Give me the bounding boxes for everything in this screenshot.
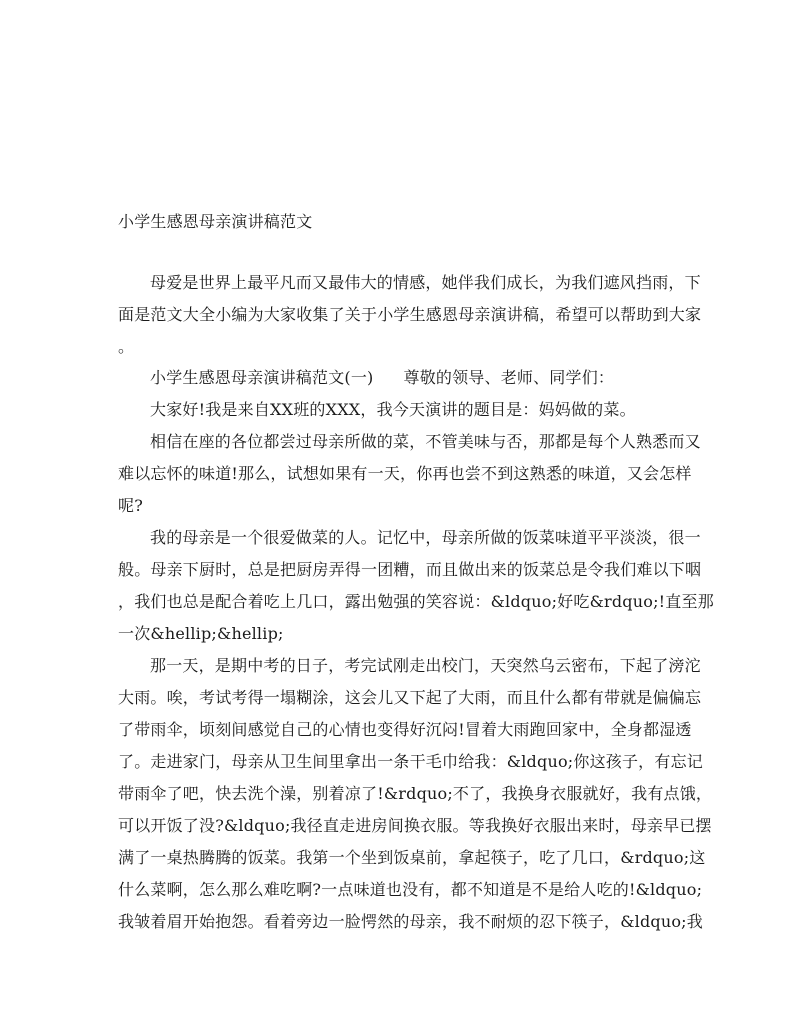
paragraph-3-line-2: 般。母亲下厨时，总是把厨房弄得一团糟，而且做出来的饭菜总是令我们难以下咽 [118, 560, 702, 579]
paragraph-3-line-4: 一次&hellip;&hellip; [118, 624, 284, 643]
paragraph-2-line-3: 呢? [118, 496, 143, 515]
paragraph-2-line-2: 难以忘怀的味道!那么，试想如果有一天，你再也尝不到这熟悉的味道，又会怎样 [118, 464, 692, 483]
paragraph-4-line-1: 那一天，是期中考的日子，考完试刚走出校门，天突然乌云密布，下起了滂沱 [150, 656, 701, 675]
paragraph-3-line-1: 我的母亲是一个很爱做菜的人。记忆中，母亲所做的饭菜味道平平淡淡，很一 [150, 528, 701, 547]
paragraph-4-line-3: 了带雨伞，顷刻间感觉自己的心情也变得好沉闷!冒着大雨跑回家中，全身都湿透 [118, 720, 692, 739]
paragraph-4-line-6: 可以开饭了没?&ldquo;我径直走进房间换衣服。等我换好衣服出来时，母亲早已摆 [118, 816, 712, 835]
paragraph-4-line-2: 大雨。唉，考试考得一塌糊涂，这会儿又下起了大雨，而且什么都有带就是偏偏忘 [118, 688, 702, 707]
section-heading: 小学生感恩母亲演讲稿范文(一) [150, 368, 374, 387]
paragraph-4-line-5: 带雨伞了吧，快去洗个澡，别着凉了!&rdquo;不了，我换身衣服就好，我有点饿， [118, 784, 713, 803]
paragraph-1-line-1: 大家好!我是来自XX班的XXX，我今天演讲的题目是：妈妈做的菜。 [150, 400, 636, 419]
paragraph-4-line-9: 我皱着眉开始抱怨。看着旁边一脸愕然的母亲，我不耐烦的忍下筷子，&ldquo;我 [118, 912, 703, 931]
section-heading-line [150, 368, 614, 388]
intro-line-2: 面是范文大全小编为大家收集了关于小学生感恩母亲演讲稿，希望可以帮助到大家 [118, 305, 702, 324]
paragraph-2-line-1: 相信在座的各位都尝过母亲所做的菜，不管美味与否，那都是每个人熟悉而又 [150, 432, 701, 451]
intro-line-1: 母爱是世界上最平凡而又最伟大的情感，她伴我们成长，为我们遮风挡雨，下 [150, 273, 701, 292]
paragraph-3-line-3: ，我们也总是配合着吃上几口，露出勉强的笑容说：&ldquo;好吃&rdquo;!直至那 [118, 592, 714, 611]
salutation: 尊敬的领导、老师、同学们： [403, 368, 615, 387]
paragraph-4-line-7: 满了一桌热腾腾的饭菜。我第一个坐到饭桌前，拿起筷子，吃了几口，&rdquo;这 [118, 848, 706, 867]
document-title: 小学生感恩母亲演讲稿范文 [118, 212, 313, 231]
paragraph-4-line-8: 什么菜啊，怎么那么难吃啊?一点味道也没有，都不知道是不是给人吃的!&ldquo; [118, 880, 703, 899]
paragraph-4-line-4: 了。走进家门，母亲从卫生间里拿出一条干毛巾给我：&ldquo;你这孩子，有忘记 [118, 752, 703, 771]
intro-line-3: 。 [118, 337, 135, 356]
